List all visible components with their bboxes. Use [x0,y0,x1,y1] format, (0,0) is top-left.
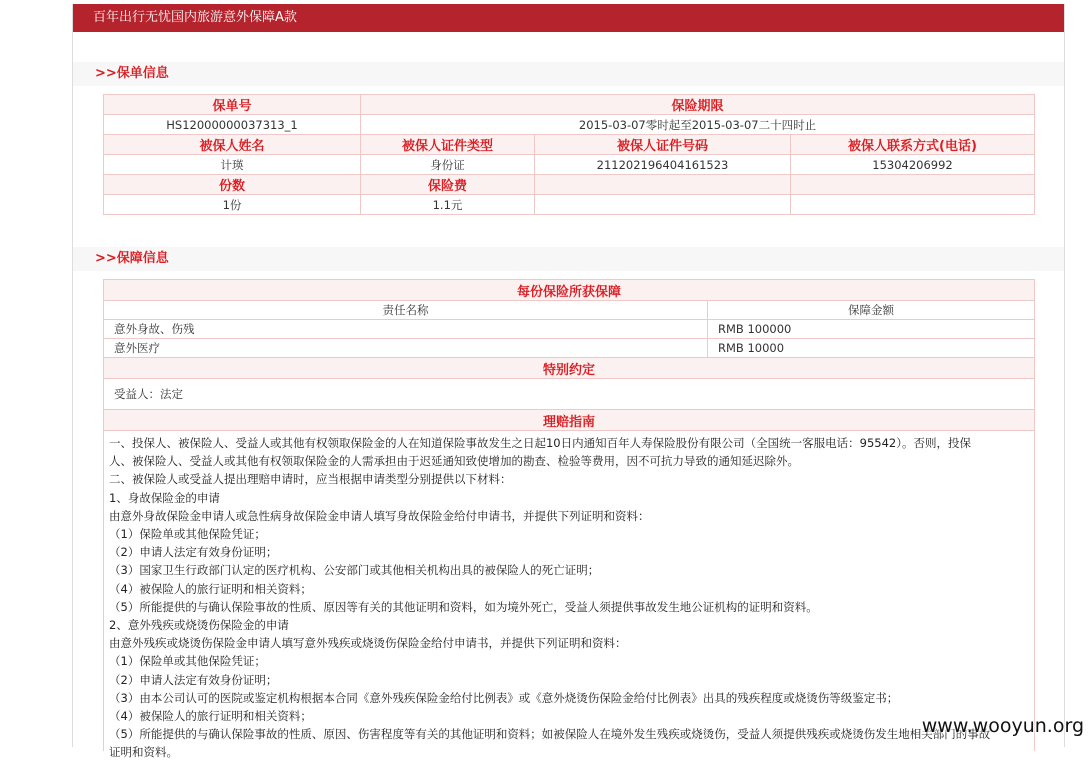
policy-no-value: HS12000000037313_1 [104,115,361,135]
empty-cell [791,175,1035,195]
empty-cell [791,195,1035,215]
guide-line: （1）保险单或其他保险凭证； [109,654,266,669]
coverage-amount: RMB 100000 [708,320,1035,339]
liability-name-header: 责任名称 [104,301,708,320]
insured-name-value: 计瑛 [104,155,361,175]
guide-line: 人、被保险人、受益人或其他有权领取保险金的人需承担由于迟延通知致使增加的勘查、检验等费用，因不可抗力导致的通知延迟除外。 [109,454,799,469]
guide-line: 由意外身故保险金申请人或急性病身故保险金申请人填写身故保险金给付申请书，并提供下列证明和资料： [109,508,650,523]
id-type-value: 身份证 [361,155,535,175]
id-type-header: 被保人证件类型 [361,135,535,155]
phone-header: 被保人联系方式(电话) [791,135,1035,155]
guide-line: 由意外残疾或烧烫伤保险金申请人填写意外残疾或烧烫伤保险金给付申请书，并提供下列证明和资料： [109,636,627,651]
coverage-amount-header: 保障金额 [708,301,1035,320]
premium-header: 保险费 [361,175,535,195]
watermark: www.wooyun.org [921,715,1084,737]
guide-line: 2、意外残疾或烧烫伤保险金的申请 [109,618,289,633]
guide-line: （4）被保险人的旅行证明和相关资料； [109,581,312,596]
count-value: 1份 [104,195,361,215]
coverage-amount: RMB 10000 [708,339,1035,358]
period-value: 2015-03-07零时起至2015-03-07二十四时止 [361,115,1035,135]
guide-line: 二、被保险人或受益人提出理赔申请时，应当根据申请类型分别提供以下材料： [109,472,512,487]
policy-info-table [103,94,1035,215]
policy-info-heading: >>保单信息 [73,62,1064,86]
guide-line: 证明和资料。 [109,745,178,760]
liability-name: 意外医疗 [104,339,708,358]
coverage-info-heading: >>保障信息 [73,247,1064,271]
table-row [104,320,1035,339]
period-header: 保险期限 [361,95,1035,115]
table-row [104,339,1035,358]
guide-line: 1、身故保险金的申请 [109,490,220,505]
empty-cell [535,175,791,195]
guide-line: 一、投保人、被保险人、受益人或其他有权领取保险金的人在知道保险事故发生之日起10日内通知百年人寿保险股份有限公司（全国统一客服电话：95542）。否则，投保 [109,436,971,450]
special-terms-text: 受益人：法定 [104,379,1035,410]
insured-name-header: 被保人姓名 [104,135,361,155]
empty-cell [535,195,791,215]
id-number-value: 211202196404161523 [535,155,791,175]
guide-line: （2）申请人法定有效身份证明； [109,545,278,560]
coverage-table-title: 每份保险所获保障 [104,280,1035,301]
phone-value: 15304206992 [791,155,1035,175]
guide-line: （5）所能提供的与确认保险事故的性质、原因、伤害程度等有关的其他证明和资料；如被保险人在境外发生残疾或烧烫伤，受益人须提供残疾或烧烫伤发生地相关部门的事故 [109,727,991,742]
guide-line: （1）保险单或其他保险凭证； [109,527,266,542]
guide-line: （2）申请人法定有效身份证明； [109,672,278,687]
count-header: 份数 [104,175,361,195]
guide-line: （3）国家卫生行政部门认定的医疗机构、公安部门或其他相关机构出具的被保险人的死亡证明； [109,563,600,578]
guide-line: （5）所能提供的与确认保险事故的性质、原因等有关的其他证明和资料，如为境外死亡，受益人须提供事故发生地公证机构的证明和资料。 [109,599,818,614]
premium-value: 1.1元 [361,195,535,215]
id-number-header: 被保人证件号码 [535,135,791,155]
claims-guide-text [109,434,1029,762]
policy-page [72,4,1065,760]
guide-line: （3）由本公司认可的医院或鉴定机构根据本合同《意外残疾保险金给付比例表》或《意外烧烫伤保险金给付比例表》出具的残疾程度或烧烫伤等级鉴定书； [109,690,899,705]
special-terms-title: 特别约定 [104,358,1035,379]
claims-guide-title: 理赔指南 [104,410,1035,431]
guide-line: （4）被保险人的旅行证明和相关资料； [109,709,312,724]
page-title: 百年出行无忧国内旅游意外保障A款 [73,4,1064,32]
policy-no-header: 保单号 [104,95,361,115]
liability-name: 意外身故、伤残 [104,320,708,339]
